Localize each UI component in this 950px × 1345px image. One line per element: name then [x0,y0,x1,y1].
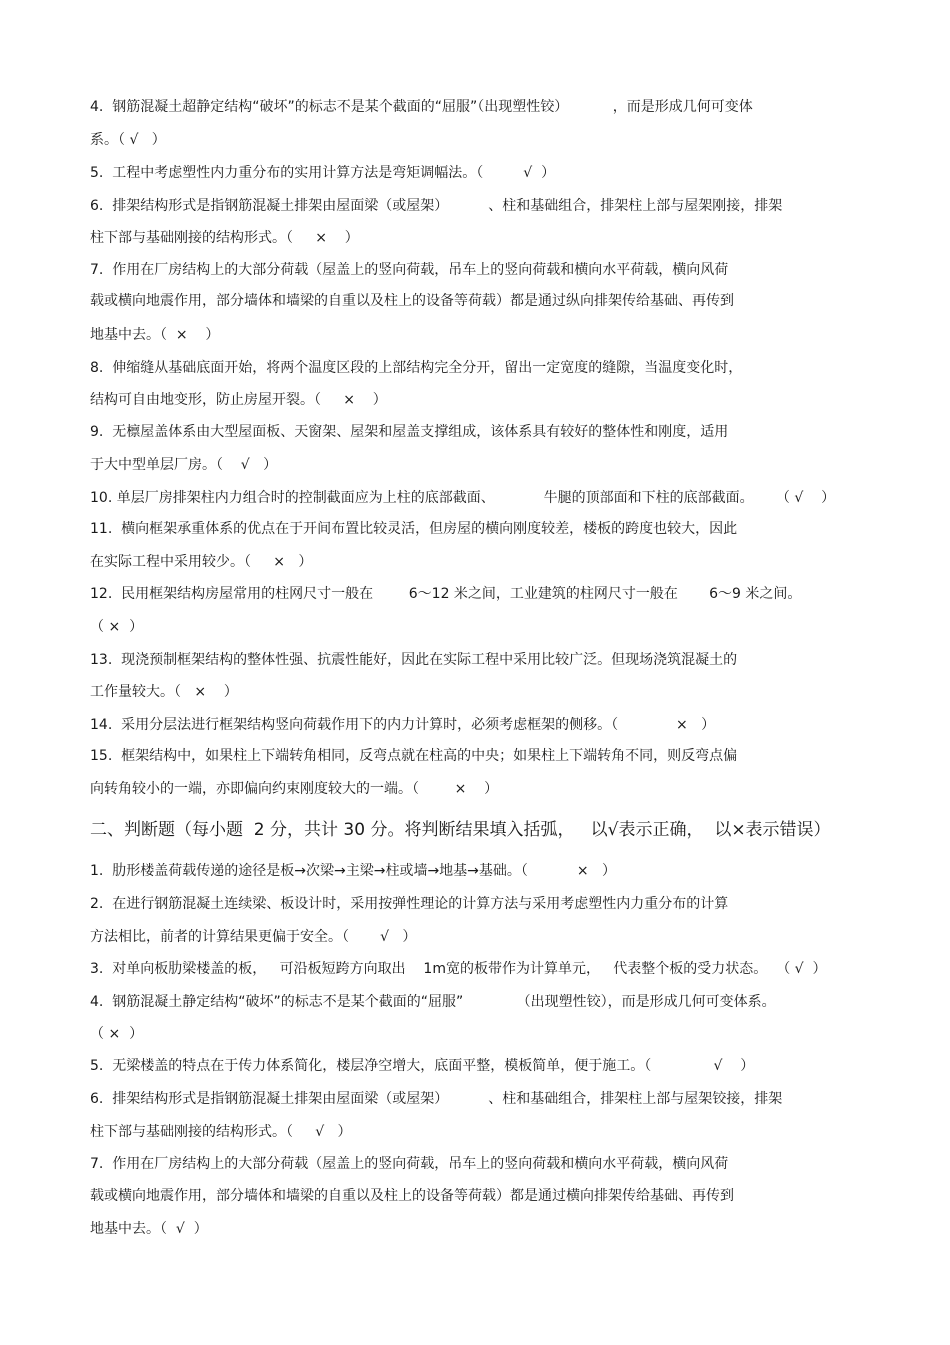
item-11-line-1: 11. 横向框架承重体系的优点在于开间布置比较灵活，但房屋的横向刚度较差，楼板的跨度也较大，因此 [90,521,738,537]
item-8-line-1: 8. 伸缩缝从基础底面开始，将两个温度区段的上部结构完全分开，留出一定宽度的缝隙，当温度变化时， [90,360,743,376]
q6-line-2: 柱下部与基础刚接的结构形式。（ √ ） [90,1124,352,1140]
q7-line-2: 载或横向地震作用，部分墙体和墙梁的自重以及柱上的设备等荷载）都是通过横向排架传给基础、再传到 [90,1188,734,1204]
item-13-line-1: 13. 现浇预制框架结构的整体性强、抗震性能好，因此在实际工程中采用比较广泛。但现场浇筑混凝土的 [90,652,738,668]
item-15-line-2: 向转角较小的一端，亦即偏向约束刚度较大的一端。（ × ） [90,781,499,797]
q4-line-1: 4. 钢筋混凝土静定结构“破坏”的标志不是某个截面的“屈服” （出现塑性铰），而是形成几何可变体系。 [90,994,776,1010]
q7-line-1: 7. 作用在厂房结构上的大部分荷载（屋盖上的竖向荷载，吊车上的竖向荷载和横向水平荷载，横向风荷 [90,1156,729,1172]
item-5: 5. 工程中考虑塑性内力重分布的实用计算方法是弯矩调幅法。（ √ ） [90,165,556,181]
item-4-line-2: 系。（ √ ） [90,132,166,148]
item-7-line-2: 载或横向地震作用，部分墙体和墙梁的自重以及柱上的设备等荷载）都是通过纵向排架传给基础、再传到 [90,293,734,309]
q3: 3. 对单向板肋梁楼盖的板， 可沿板短跨方向取出 1m宽的板带作为计算单元， 代表整个板的受力状态。 （ √ ） [90,961,827,977]
item-6-line-1: 6. 排架结构形式是指钢筋混凝土排架由屋面梁（或屋架） 、柱和基础组合，排架柱上部与屋架刚接，排架 [90,198,783,214]
q1: 1. 肋形楼盖荷载传递的途径是板→次梁→主梁→柱或墙→地基→基础。（ × ） [90,863,616,879]
item-11-line-2: 在实际工程中采用较少。（ × ） [90,554,313,570]
item-12-line-2: （ × ） [90,619,144,635]
q4-line-2: （ × ） [90,1026,144,1042]
item-6-line-2: 柱下部与基础刚接的结构形式。（ × ） [90,230,359,246]
item-14: 14. 采用分层法进行框架结构竖向荷载作用下的内力计算时，必须考虑框架的侧移。（ × ） [90,717,716,733]
item-15-line-1: 15. 框架结构中，如果柱上下端转角相同，反弯点就在柱高的中央；如果柱上下端转角不同，则反弯点偏 [90,748,738,764]
section-heading: 二、判断题（每小题 2 分，共计 30 分。将判断结果填入括弧， 以√表示正确， 以×表示错误） [90,820,831,840]
q2-line-1: 2. 在进行钢筋混凝土连续梁、板设计时，采用按弹性理论的计算方法与采用考虑塑性内力重分布的计算 [90,896,729,912]
item-7-line-1: 7. 作用在厂房结构上的大部分荷载（屋盖上的竖向荷载，吊车上的竖向荷载和横向水平荷载，横向风荷 [90,262,729,278]
item-12-line-1: 12. 民用框架结构房屋常用的柱网尺寸一般在 6～12 米之间，工业建筑的柱网尺寸一般在 6～9 米之间。 [90,586,802,602]
item-9-line-2: 于大中型单层厂房。（ √ ） [90,457,278,473]
item-4-line-1: 4. 钢筋混凝土超静定结构“破坏”的标志不是某个截面的“屈服”（出现塑性铰） ，而是形成几何可变体 [90,99,753,115]
item-9-line-1: 9. 无檩屋盖体系由大型屋面板、天窗架、屋架和屋盖支撑组成，该体系具有较好的整体性和刚度，适用 [90,424,729,440]
q5: 5. 无梁楼盖的特点在于传力体系简化，楼层净空增大，底面平整，模板简单，便于施工。（ √ ） [90,1058,755,1074]
item-10: 10. 单层厂房排架柱内力组合时的控制截面应为上柱的底部截面、 牛腿的顶部面和下柱的底部截面。 （ √ ） [90,490,836,506]
q2-line-2: 方法相比，前者的计算结果更偏于安全。（ √ ） [90,929,417,945]
item-8-line-2: 结构可自由地变形，防止房屋开裂。（ × ） [90,392,387,408]
q6-line-1: 6. 排架结构形式是指钢筋混凝土排架由屋面梁（或屋架） 、柱和基础组合，排架柱上部与屋架铰接，排架 [90,1091,783,1107]
item-13-line-2: 工作量较大。（ × ） [90,684,238,700]
q7-line-3: 地基中去。（ √ ） [90,1221,208,1237]
item-7-line-3: 地基中去。（ × ） [90,327,220,343]
